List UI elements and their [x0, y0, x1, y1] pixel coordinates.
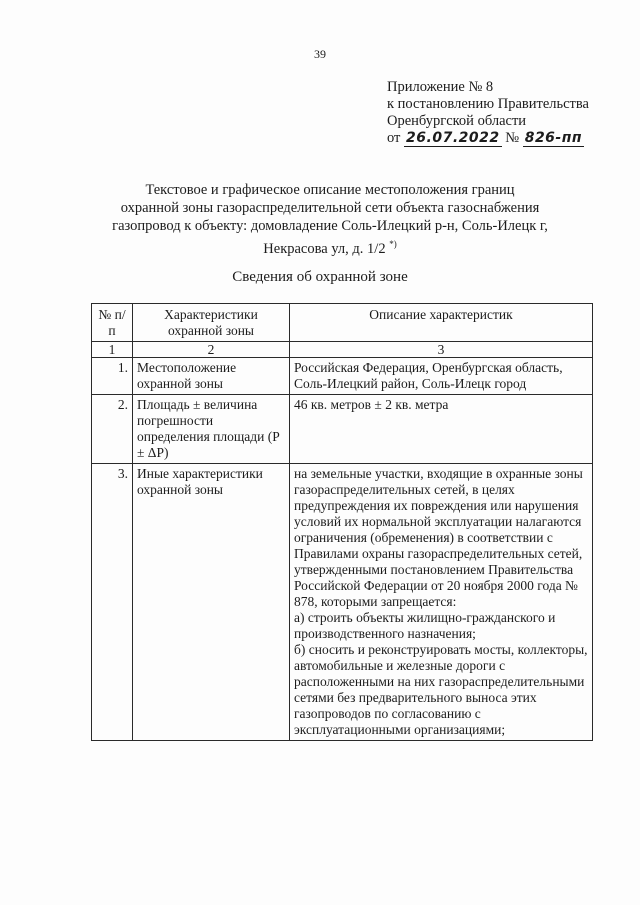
row-number: 2. — [92, 395, 133, 464]
title-line-3: газопровод к объекту: домовладение Соль-Илецкий р-н, Соль-Илецк г, — [112, 218, 548, 234]
page-number: 39 — [314, 47, 326, 61]
header-num: № п/п — [92, 304, 133, 342]
appendix-date-line — [387, 130, 589, 147]
row-number: 1. — [92, 358, 133, 395]
table-row — [92, 395, 593, 464]
header-description: Описание характеристик — [290, 304, 593, 342]
column-number-row — [92, 342, 593, 358]
restriction-intro: на земельные участки, входящие в охранные зоны газораспределительных сетей, в целях предупреждения их повреждения или нарушения условий их нормальной эксплуатации налагаются ограничения (обременения) в соответствии с Правилами охраны газораспределительных сетей, утвержденными постановлением Правительства Российской Федерации от 20 ноября 2000 года № 878, которыми запрещается: — [294, 466, 583, 609]
section-title: Сведения об охранной зоне — [232, 269, 408, 285]
appendix-line-3: Оренбургской области — [387, 113, 527, 129]
row-description — [290, 464, 593, 741]
handwritten-number: 826-пп — [524, 130, 583, 146]
column-number: 2 — [133, 342, 290, 358]
column-number: 3 — [290, 342, 593, 358]
row-characteristic: Иные характеристики охранной зоны — [133, 464, 290, 741]
appendix-line-2: к постановлению Правительства — [387, 96, 589, 112]
restriction-item-a: а) строить объекты жилищно-гражданского и производственного назначения; — [294, 610, 556, 641]
handwritten-date: 26.07.2022 — [406, 130, 500, 146]
appendix-line-1: Приложение № 8 — [387, 79, 494, 95]
title-line-1: Текстовое и графическое описание местоположения границ — [145, 182, 515, 198]
row-characteristic: Местоположение охранной зоны — [133, 358, 290, 395]
row-characteristic: Площадь ± величина погрешности определения площади (P ± ΔP) — [133, 395, 290, 464]
protection-zone-table — [91, 303, 593, 741]
table-header-row — [92, 304, 593, 342]
date-prefix: от — [387, 130, 401, 146]
number-prefix: № — [505, 130, 520, 146]
column-number: 1 — [92, 342, 133, 358]
document-title — [100, 181, 560, 258]
title-address: Некрасова ул, д. 1/2 — [263, 240, 386, 257]
header-characteristic: Характеристики охранной зоны — [133, 304, 290, 342]
title-line-4 — [100, 235, 560, 258]
restriction-item-b: б) сносить и реконструировать мосты, коллекторы, автомобильные и железные дороги с расположенными на них газораспределительными сетями без предварительного выноса этих газопроводов по согласованию с эксплуатационными организациями; — [294, 642, 588, 737]
row-description: Российская Федерация, Оренбургская область, Соль-Илецкий район, Соль-Илецк город — [290, 358, 593, 395]
table-row — [92, 464, 593, 741]
table-row — [92, 358, 593, 395]
title-line-2: охранной зоны газораспределительной сети объекта газоснабжения — [120, 200, 540, 216]
appendix-block — [387, 79, 589, 147]
row-number: 3. — [92, 464, 133, 741]
row-description: 46 кв. метров ± 2 кв. метра — [290, 395, 593, 464]
footnote-mark: *) — [389, 239, 397, 249]
